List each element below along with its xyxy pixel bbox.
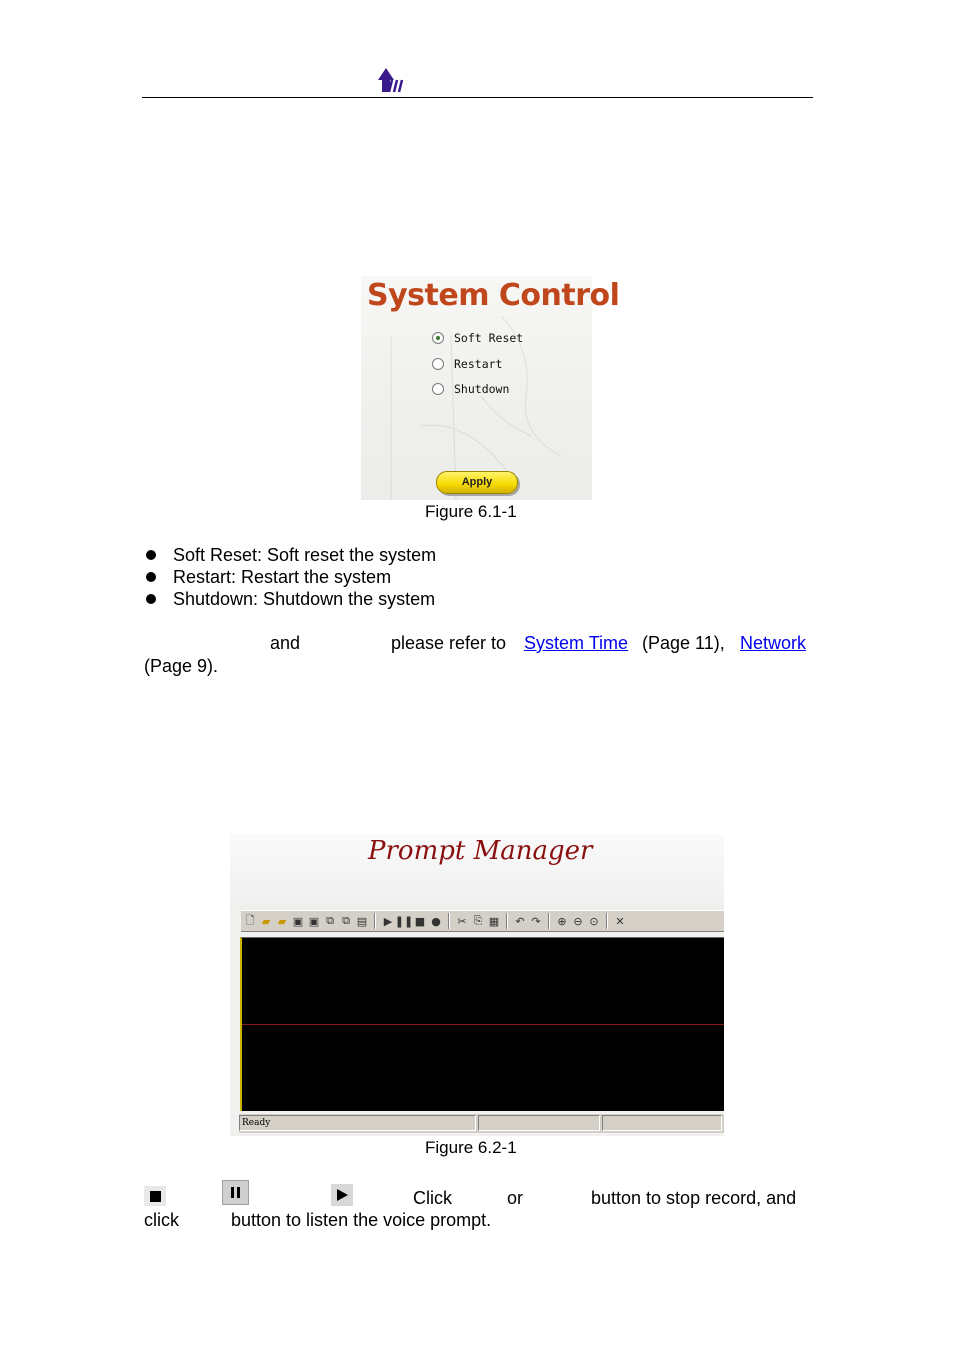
save-all-icon[interactable]: ⧉ (326, 914, 334, 927)
bullet-text: Restart: Restart the system (173, 567, 392, 587)
paste-icon[interactable]: ▦ (488, 914, 500, 928)
or-word: or (507, 1188, 524, 1208)
figure-caption-6-2: Figure 6.2-1 (425, 1138, 517, 1157)
prompt-manager-title: Prompt Manager (368, 836, 593, 866)
bullet-icon (146, 594, 156, 604)
soft-reset-label: Soft Reset (454, 331, 524, 345)
zoom-in-icon[interactable]: ⊕ (557, 914, 567, 928)
copy-window-icon[interactable]: ⧉ (342, 914, 350, 927)
toolbar-separator (374, 913, 376, 929)
new-file-icon[interactable]: 🗋 (245, 913, 255, 927)
redo-icon[interactable]: ↷ (531, 914, 541, 928)
status-cell-2 (478, 1115, 600, 1131)
company-logo-icon (376, 66, 406, 94)
system-control-title: System Control (367, 278, 620, 313)
bullet-text: Soft Reset: Soft reset the system (173, 545, 437, 565)
bullet-icon (146, 550, 156, 560)
list-item (146, 589, 546, 611)
header-rule (142, 97, 813, 98)
page-ref-2: (Page 9). (144, 656, 219, 676)
stop-icon (144, 1186, 166, 1206)
shutdown-radio[interactable] (432, 383, 444, 395)
toolbar-separator (548, 913, 550, 929)
shutdown-label: Shutdown (454, 382, 510, 396)
stop-instruction: button to stop record, and (591, 1188, 797, 1208)
network-link[interactable]: Network (740, 633, 807, 653)
pause-icon (222, 1180, 249, 1205)
status-cell-3 (602, 1115, 722, 1131)
cut-icon[interactable]: ✂ (457, 914, 467, 928)
zoom-fit-icon[interactable]: ⊙ (589, 914, 599, 928)
play-icon (331, 1184, 353, 1206)
copy-icon[interactable]: ⎘ (473, 914, 483, 927)
zoom-out-icon[interactable]: ⊖ (573, 914, 583, 928)
toolbar-separator (606, 913, 608, 929)
apply-button[interactable]: Apply (436, 471, 518, 494)
restart-radio[interactable] (432, 358, 444, 370)
listen-instruction: button to listen the voice prompt. (231, 1210, 492, 1230)
refer-text: please refer to (391, 633, 507, 653)
save-as-icon[interactable]: ▣ (308, 914, 320, 928)
waveform-display[interactable] (240, 937, 724, 1111)
status-bar (239, 1114, 724, 1133)
list-item (146, 545, 546, 567)
pause-tool-icon[interactable]: ❚❚ (394, 914, 414, 928)
figure-caption-6-1: Figure 6.1-1 (425, 502, 517, 521)
toolbar-separator (448, 913, 450, 929)
prompt-manager-panel (230, 834, 724, 1136)
soft-reset-radio[interactable] (432, 332, 444, 344)
undo-icon[interactable]: ↶ (515, 914, 525, 928)
open-folder-alt-icon[interactable]: ▰ (277, 914, 287, 928)
bullet-icon (146, 572, 156, 582)
option-shutdown[interactable] (432, 381, 509, 397)
waveform-center-line (242, 1024, 724, 1025)
page-ref-1: (Page 11), (642, 633, 725, 653)
and-word: and (270, 633, 301, 653)
option-restart[interactable] (432, 356, 502, 372)
toolbar-separator (506, 913, 508, 929)
status-text: Ready (239, 1115, 476, 1131)
prompt-manager-toolbar (241, 910, 724, 932)
list-item (146, 567, 546, 589)
click-word-2: click (144, 1210, 179, 1230)
option-soft-reset[interactable] (432, 330, 523, 346)
system-time-link[interactable]: System Time (524, 633, 629, 653)
restart-label: Restart (454, 357, 503, 371)
bullet-text: Shutdown: Shutdown the system (173, 589, 436, 609)
click-word: Click (413, 1188, 452, 1208)
stop-tool-icon[interactable]: ■ (414, 914, 426, 928)
save-icon[interactable]: ▣ (292, 914, 304, 928)
record-tool-icon[interactable]: ● (431, 914, 441, 928)
play-tool-icon[interactable]: ▶ (383, 914, 393, 928)
open-folder-icon[interactable]: ▰ (261, 914, 271, 928)
system-control-panel (361, 276, 620, 500)
export-icon[interactable]: ▤ (356, 914, 368, 928)
tools-icon[interactable]: ✕ (615, 914, 625, 928)
